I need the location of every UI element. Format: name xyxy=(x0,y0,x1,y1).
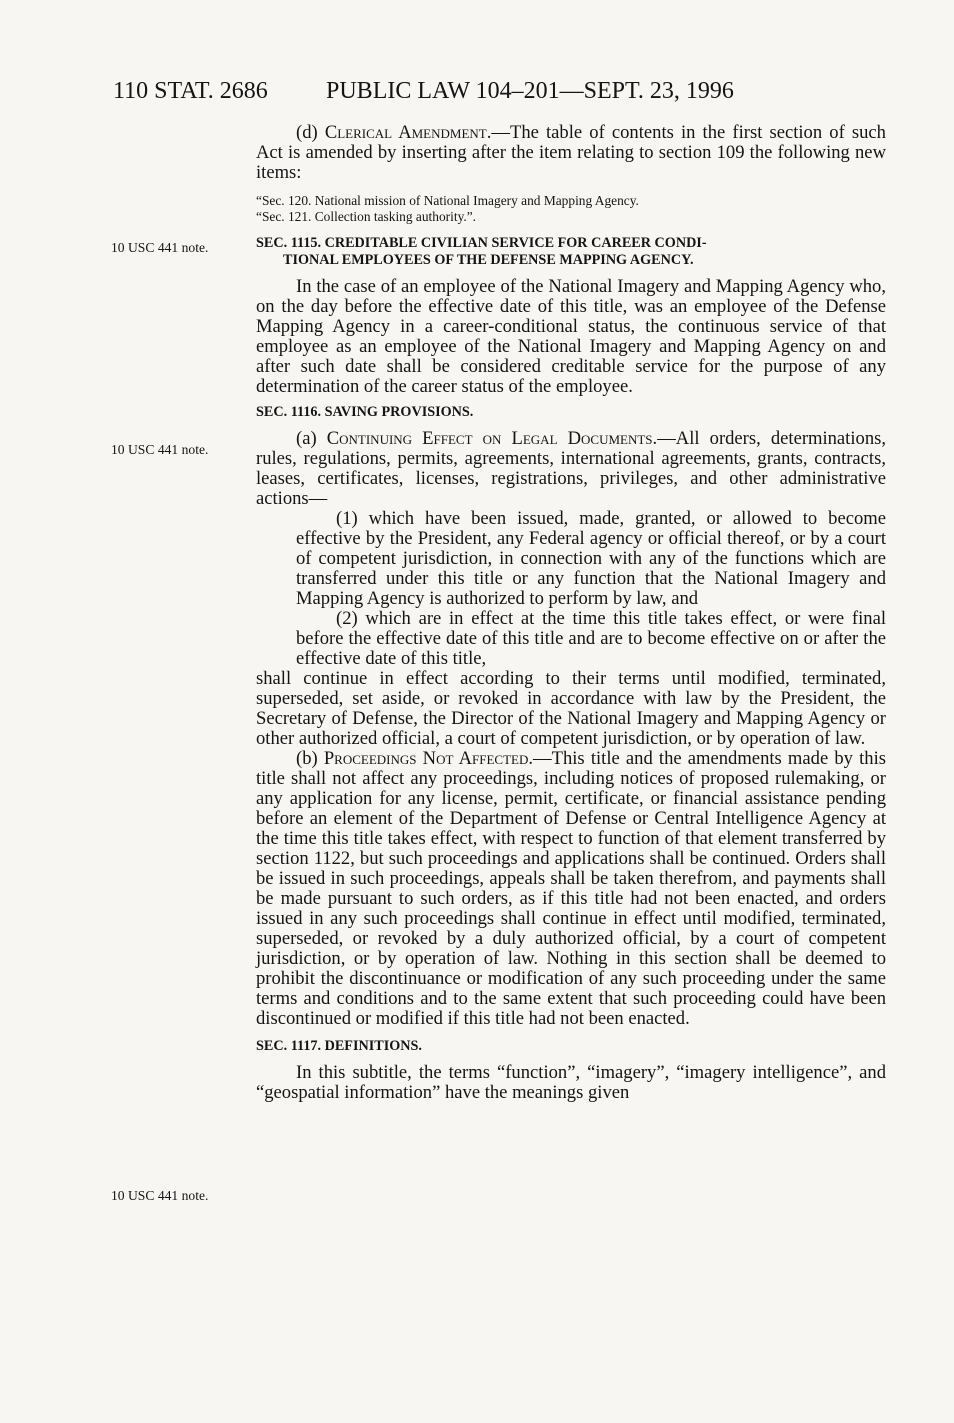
subsection-a-heading: Continuing Effect on Legal Documents xyxy=(326,428,653,449)
section-1115-text: In the case of an employee of the National Imagery and Mapping Agency who, on the day before the effective date of this title, was an employee of the Defense Mapping Agency in a career-conditional status, the continuous service of that employee as an employee of the National Imagery and Mapping Agency on and after such date shall be considered creditable service for the purpose of any determination of the career status of the employee. xyxy=(256,276,886,397)
section-1115-heading: SEC. 1115. CREDITABLE CIVILIAN SERVICE FOR CAREER CONDI- TIONAL EMPLOYEES OF THE DEFENSE MAPPING AGENCY. xyxy=(256,235,707,268)
section-1117-text: In this subtitle, the terms “function”, “imagery”, “imagery intelligence”, and “geospatial information” have the meanings given xyxy=(256,1062,886,1103)
page-header xyxy=(113,77,813,105)
statute-citation: 110 STAT. 2686 xyxy=(113,78,268,104)
document-body xyxy=(256,123,886,1103)
toc-items xyxy=(256,193,886,225)
section-1116-heading: SEC. 1116. SAVING PROVISIONS. xyxy=(256,404,474,420)
clerical-amendment-paragraph: (d) Clerical Amendment.—The table of contents in the first section of such Act is amended by inserting after the item relating to section 109 the following new items: xyxy=(256,122,886,183)
clerical-amendment-heading: Clerical Amendment xyxy=(324,122,487,143)
toc-item: “Sec. 121. Collection tasking authority.”. xyxy=(256,209,477,224)
subsection-a-item-2: (2) which are in effect at the time this title takes effect, or were final before the effective date of this title and are to become effective on or after the effective date of this title, xyxy=(296,608,886,669)
section-1117-heading: SEC. 1117. DEFINITIONS. xyxy=(256,1038,422,1054)
subsection-a-continuation: shall continue in effect according to their terms until modified, terminated, superseded, set aside, or revoked in accordance with law by the President, the Secretary of Defense, the Director of the National Imagery and Mapping Agency or other authorized official, a court of competent jurisdiction, or by operation of law. xyxy=(256,668,886,749)
subsection-b-heading: Proceedings Not Affected xyxy=(323,748,529,769)
subsection-a-paragraph: (a) Continuing Effect on Legal Documents.—All orders, determinations, rules, regulations, permits, agreements, international agreements, grants, contracts, leases, certificates, licenses, registrations, privileges, and other administrative actions— xyxy=(256,428,886,509)
toc-item: “Sec. 120. National mission of National Imagery and Mapping Agency. xyxy=(256,193,639,208)
margin-note: 10 USC 441 note. xyxy=(111,240,209,255)
margin-note: 10 USC 441 note. xyxy=(111,442,209,457)
subsection-a-item-1: (1) which have been issued, made, granted, or allowed to become effective by the President, any Federal agency or official thereof, or by a court of competent jurisdiction, in connection with any of the functions which are transferred under this title or any function that the National Imagery and Mapping Agency is authorized to perform by law, and xyxy=(296,508,886,609)
public-law-title: PUBLIC LAW 104–201—SEPT. 23, 1996 xyxy=(326,78,734,104)
margin-note: 10 USC 441 note. xyxy=(111,1188,209,1203)
subsection-b-paragraph: (b) Proceedings Not Affected.—This title and the amendments made by this title shall not affect any proceedings, including notices of proposed rulemaking, or any application for any license, permit, certificate, or financial assistance pending before an element of the Department of Defense or Central Intelligence Agency at the time this title takes effect, with respect to function of that element transferred by section 1122, but such proceedings and applications shall be continued. Orders shall be issued in such proceedings, appeals shall be taken therefrom, and payments shall be made pursuant to such orders, as if this title had not been enacted, and orders issued in any such proceedings shall continue in effect until modified, terminated, superseded, or revoked by a duly authorized official, by a court of competent jurisdiction, or by operation of law. Nothing in this section shall be deemed to prohibit the discontinuance or modification of any such proceeding under the same terms and conditions and to the same extent that such proceeding could have been discontinued or modified if this title had not been enacted. xyxy=(256,748,886,1029)
